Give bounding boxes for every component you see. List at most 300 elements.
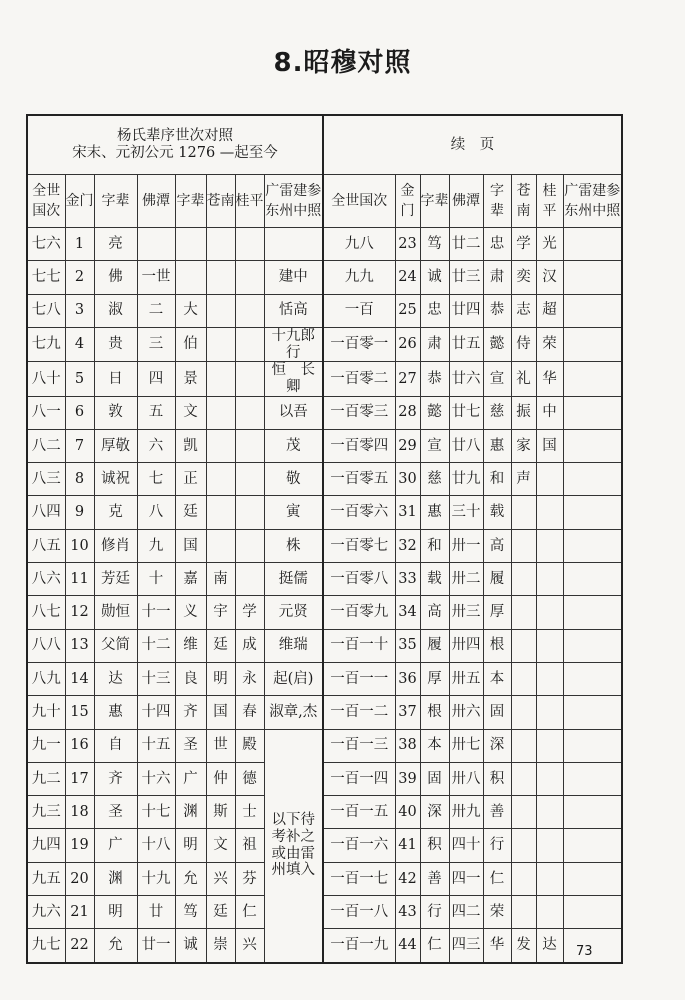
table-cell: 十七 [137,796,175,829]
table-row [27,362,622,396]
table-cell [536,496,563,529]
table-cell: 5 [65,362,94,396]
table-cell: 恒 长卿 [264,362,323,396]
table-cell: 芳廷 [94,563,137,596]
table-cell [536,629,563,662]
table-cell: 一百一三 [323,729,395,762]
table-cell: 达 [536,929,563,963]
table-cell: 44 [395,929,420,963]
table-cell: 善 [483,796,511,829]
table-cell: 一百一十 [323,629,395,662]
table-cell: 21 [65,896,94,929]
generation-table [26,114,623,964]
col-header: 佛潭 [449,175,483,228]
table-cell: 茂 [264,429,323,462]
table-cell: 九四 [27,829,65,862]
table-cell: 兴 [206,862,235,895]
table-cell [511,729,536,762]
table-cell: 4 [65,327,94,361]
table-cell: 2 [65,261,94,294]
table-cell [563,662,622,695]
table-cell: 广 [175,762,206,795]
table-cell: 20 [65,862,94,895]
table-cell: 敬 [264,463,323,496]
table-cell: 卅四 [449,629,483,662]
table-cell [563,396,622,429]
table-cell [536,596,563,629]
table-cell: 卅二 [449,563,483,596]
table-cell: 九六 [27,896,65,929]
table-cell: 9 [65,496,94,529]
column-header-row [27,175,622,228]
table-cell: 义 [175,596,206,629]
table-cell: 伯 [175,327,206,361]
table-cell: 佛 [94,261,137,294]
table-cell: 成 [235,629,264,662]
table-cell: 芬 [235,862,264,895]
table-cell [206,463,235,496]
table-cell: 九三 [27,796,65,829]
col-header: 字辈 [175,175,206,228]
table-cell [175,228,206,261]
table-cell [511,796,536,829]
table-cell [536,563,563,596]
table-cell [175,261,206,294]
table-cell: 寅 [264,496,323,529]
table-cell: 十八 [137,829,175,862]
table-cell: 恭 [483,294,511,327]
table-cell: 五 [137,396,175,429]
col-header: 佛潭 [137,175,175,228]
merged-note-text: 以下待考补之或由雷州填入 [271,812,315,879]
table-cell: 履 [483,563,511,596]
table-cell: 一百一五 [323,796,395,829]
table-cell: 景 [175,362,206,396]
table-row [27,796,622,829]
table-cell: 敦 [94,396,137,429]
table-cell: 23 [395,228,420,261]
table-cell: 29 [395,429,420,462]
right-table-heading: 续 页 [323,115,622,175]
table-cell: 廿五 [449,327,483,361]
table-cell: 10 [65,529,94,562]
table-cell: 36 [395,662,420,695]
table-cell [563,596,622,629]
table-cell [511,896,536,929]
page-title: 8.昭穆对照 [273,48,412,78]
table-cell: 四二 [449,896,483,929]
table-cell [511,596,536,629]
table-cell [206,429,235,462]
table-cell: 圣 [175,729,206,762]
table-cell: 汉 [536,261,563,294]
table-cell [511,862,536,895]
table-cell: 八六 [27,563,65,596]
table-cell: 维瑞 [264,629,323,662]
table-cell: 一世 [137,261,175,294]
table-cell: 八四 [27,496,65,529]
table-cell: 35 [395,629,420,662]
table-cell: 大 [175,294,206,327]
table-cell: 允 [175,862,206,895]
table-cell: 41 [395,829,420,862]
table-cell [536,463,563,496]
table-cell [536,862,563,895]
table-cell: 行 [420,896,449,929]
table-cell: 廿九 [449,463,483,496]
table-cell: 文 [206,829,235,862]
table-cell [536,762,563,795]
table-cell: 十九郎行 [264,327,323,361]
table-cell: 九二 [27,762,65,795]
table-row [27,662,622,695]
table-cell: 高 [483,529,511,562]
table-cell [511,529,536,562]
table-cell: 积 [483,762,511,795]
table-cell: 廿六 [449,362,483,396]
table-cell: 嘉 [175,563,206,596]
table-cell: 七八 [27,294,65,327]
table-cell: 光 [536,228,563,261]
table-cell: 廿三 [449,261,483,294]
table-cell: 一百零三 [323,396,395,429]
table-cell: 卅五 [449,662,483,695]
table-cell: 行 [483,829,511,862]
table-cell: 廷 [206,629,235,662]
table-cell [511,829,536,862]
table-cell [206,327,235,361]
table-cell: 诚祝 [94,463,137,496]
table-cell: 惠 [420,496,449,529]
table-cell [536,796,563,829]
table-cell: 二 [137,294,175,327]
table-cell: 荣 [483,896,511,929]
merged-note-cell [264,729,323,963]
table-cell: 一百一六 [323,829,395,862]
table-cell: 一百一九 [323,929,395,963]
table-cell: 15 [65,696,94,729]
col-header: 苍南 [206,175,235,228]
col-header: 字辈 [420,175,449,228]
left-table-heading [27,115,323,175]
table-cell [235,362,264,396]
table-cell: 仁 [235,896,264,929]
table-cell: 克 [94,496,137,529]
table-cell: 积 [420,829,449,862]
table-cell: 明 [94,896,137,929]
table-cell: 春 [235,696,264,729]
table-cell: 廿一 [137,929,175,963]
table-cell: 厚敬 [94,429,137,462]
table-cell: 淑章,杰 [264,696,323,729]
table-cell: 家 [511,429,536,462]
table-row [27,463,622,496]
table-cell: 19 [65,829,94,862]
table-cell: 一百零五 [323,463,395,496]
table-cell [511,496,536,529]
table-cell: 日 [94,362,137,396]
table-cell: 31 [395,496,420,529]
table-cell: 30 [395,463,420,496]
table-cell [563,829,622,862]
table-cell: 11 [65,563,94,596]
table-cell: 慈 [420,463,449,496]
table-cell: 国 [536,429,563,462]
table-cell: 九七 [27,929,65,963]
table-cell: 惠 [94,696,137,729]
table-cell: 忠 [483,228,511,261]
table-cell [235,529,264,562]
table-cell: 一百零二 [323,362,395,396]
table-cell: 42 [395,862,420,895]
table-cell: 根 [420,696,449,729]
table-cell: 华 [536,362,563,396]
table-cell: 修肖 [94,529,137,562]
table-cell: 本 [483,662,511,695]
col-header: 金门 [395,175,420,228]
table-cell: 九九 [323,261,395,294]
table-cell: 诚 [175,929,206,963]
table-cell [563,362,622,396]
table-row [27,896,622,929]
table-cell [235,261,264,294]
table-cell: 一百零八 [323,563,395,596]
col-header: 苍南 [511,175,536,228]
table-cell [563,862,622,895]
table-cell: 卅一 [449,529,483,562]
table-cell [206,496,235,529]
table-cell: 礼 [511,362,536,396]
table-cell: 仲 [206,762,235,795]
table-cell: 卅八 [449,762,483,795]
table-cell: 三十 [449,496,483,529]
table-cell [563,896,622,929]
table-cell: 渊 [94,862,137,895]
table-cell: 四三 [449,929,483,963]
table-cell: 一百一二 [323,696,395,729]
table-cell [235,294,264,327]
table-cell: 载 [420,563,449,596]
table-cell: 八十 [27,362,65,396]
table-cell: 一百一一 [323,662,395,695]
table-cell [536,829,563,862]
table-cell [206,261,235,294]
table-cell: 十五 [137,729,175,762]
table-cell: 32 [395,529,420,562]
table-cell [511,629,536,662]
table-cell: 廿四 [449,294,483,327]
table-row [27,829,622,862]
col-header: 全世国次 [27,175,65,228]
table-row [27,228,622,261]
table-cell: 履 [420,629,449,662]
table-cell: 崇 [206,929,235,963]
table-cell: 7 [65,429,94,462]
table-cell [563,496,622,529]
table-cell: 廿二 [449,228,483,261]
table-cell [563,529,622,562]
table-cell: 十二 [137,629,175,662]
table-cell: 8 [65,463,94,496]
table-cell: 九八 [323,228,395,261]
table-cell: 八 [137,496,175,529]
table-cell: 诚 [420,261,449,294]
table-cell: 父简 [94,629,137,662]
table-cell: 卅九 [449,796,483,829]
table-cell: 四十 [449,829,483,862]
table-row [27,294,622,327]
table-cell: 一百一七 [323,862,395,895]
table-cell: 良 [175,662,206,695]
table-cell: 十三 [137,662,175,695]
table-cell: 惠 [483,429,511,462]
table-cell: 12 [65,596,94,629]
table-cell: 17 [65,762,94,795]
table-cell: 九 [137,529,175,562]
table-cell: 八七 [27,596,65,629]
table-cell: 奕 [511,261,536,294]
table-cell: 齐 [175,696,206,729]
table-cell: 宣 [420,429,449,462]
table-cell: 殿 [235,729,264,762]
table-cell: 37 [395,696,420,729]
table-cell [235,563,264,596]
table-cell: 38 [395,729,420,762]
table-row [27,762,622,795]
table-cell [264,228,323,261]
table-cell: 笃 [175,896,206,929]
table-cell: 14 [65,662,94,695]
table-cell: 6 [65,396,94,429]
table-cell [206,228,235,261]
table-cell [536,529,563,562]
table-row [27,261,622,294]
table-cell: 七 [137,463,175,496]
table-cell: 深 [483,729,511,762]
table-cell: 十六 [137,762,175,795]
col-header: 广雷建参东州中照 [264,175,323,228]
table-cell: 以吾 [264,396,323,429]
table-cell: 忠 [420,294,449,327]
table-cell: 八三 [27,463,65,496]
table-cell: 八八 [27,629,65,662]
table-cell: 学 [511,228,536,261]
table-row [27,529,622,562]
table-cell [137,228,175,261]
table-cell: 25 [395,294,420,327]
table-cell: 慈 [483,396,511,429]
table-cell [563,563,622,596]
table-cell [563,429,622,462]
table-cell [536,896,563,929]
table-cell: 固 [483,696,511,729]
table-cell: 三 [137,327,175,361]
table-row [27,696,622,729]
table-cell: 世 [206,729,235,762]
table-cell [235,228,264,261]
table-cell: 德 [235,762,264,795]
table-cell: 齐 [94,762,137,795]
table-cell: 24 [395,261,420,294]
col-header: 全世国次 [323,175,395,228]
table-cell: 允 [94,929,137,963]
table-cell: 一百零一 [323,327,395,361]
table-cell: 明 [175,829,206,862]
table-cell [235,463,264,496]
table-cell: 和 [420,529,449,562]
col-header: 字辈 [483,175,511,228]
table-cell: 39 [395,762,420,795]
table-cell: 中 [536,396,563,429]
table-row [27,563,622,596]
table-cell [563,629,622,662]
table-cell: 士 [235,796,264,829]
table-cell: 起(启) [264,662,323,695]
table-row [27,327,622,361]
table-cell: 肃 [483,261,511,294]
table-cell: 宇 [206,596,235,629]
table-cell: 贵 [94,327,137,361]
page-number: 73 [576,944,593,959]
col-header: 桂平 [235,175,264,228]
table-cell: 七七 [27,261,65,294]
table-cell: 八二 [27,429,65,462]
table-cell: 十四 [137,696,175,729]
table-cell: 一百一四 [323,762,395,795]
table-cell: 廷 [206,896,235,929]
table-cell: 厚 [483,596,511,629]
table-cell [536,729,563,762]
table-cell: 志 [511,294,536,327]
table-cell: 肃 [420,327,449,361]
table-cell [206,529,235,562]
table-row [27,429,622,462]
table-cell: 1 [65,228,94,261]
table-cell: 26 [395,327,420,361]
table-cell: 22 [65,929,94,963]
table-cell: 卅七 [449,729,483,762]
table-header-row [27,115,622,175]
table-cell: 元贤 [264,596,323,629]
table-cell: 淑 [94,294,137,327]
table-cell [206,396,235,429]
table-cell: 永 [235,662,264,695]
table-cell: 侍 [511,327,536,361]
table-row [27,929,622,963]
table-cell: 凯 [175,429,206,462]
table-cell: 达 [94,662,137,695]
col-header: 桂平 [536,175,563,228]
table-cell: 40 [395,796,420,829]
table-cell: 一百零九 [323,596,395,629]
table-cell [511,696,536,729]
table-cell: 南 [206,563,235,596]
table-cell [206,362,235,396]
table-cell: 六 [137,429,175,462]
col-header: 金门 [65,175,94,228]
table-cell: 八九 [27,662,65,695]
table-cell: 廿七 [449,396,483,429]
table-cell: 亮 [94,228,137,261]
table-cell: 十一 [137,596,175,629]
table-cell [536,662,563,695]
table-cell: 34 [395,596,420,629]
table-cell: 荣 [536,327,563,361]
table-cell [235,429,264,462]
table-cell: 18 [65,796,94,829]
table-cell: 廷 [175,496,206,529]
table-cell: 祖 [235,829,264,862]
